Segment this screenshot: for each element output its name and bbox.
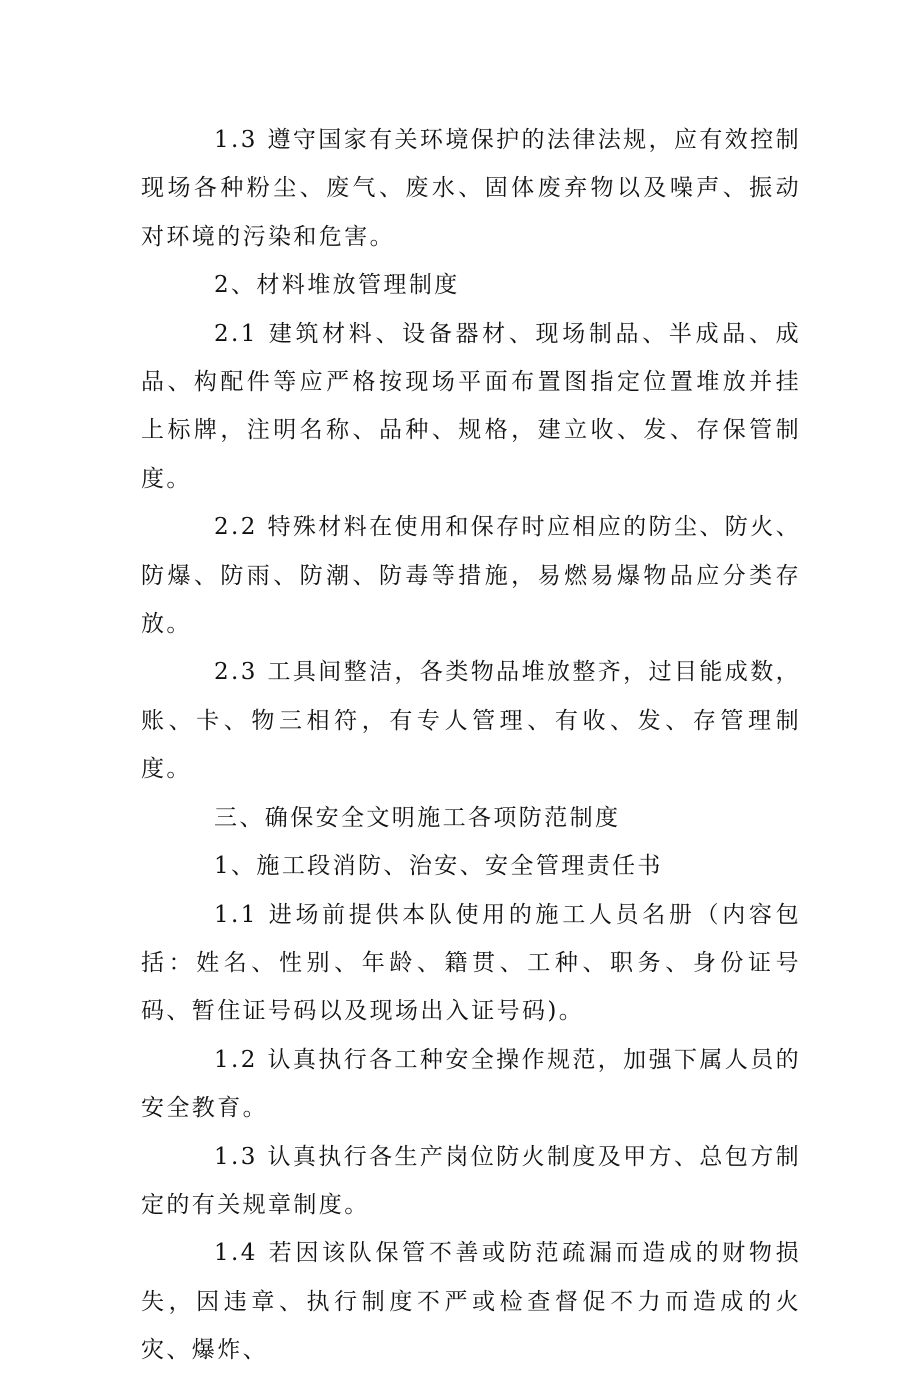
paragraph-1-3-environment: 1.3 遵守国家有关环境保护的法律法规，应有效控制现场各种粉尘、废气、废水、固体废弃物以及噪声、振动对环境的污染和危害。 [141, 127, 801, 250]
paragraph-2-3-tool-room: 2.3 工具间整洁，各类物品堆放整齐，过目能成数，账、卡、物三相符，有专人管理、有收、发、存管理制度。 [141, 659, 801, 783]
paragraph-2-1-materials: 2.1 建筑材料、设备器材、现场制品、半成品、成品、构配件等应严格按现场平面布置图指定位置堆放并挂上标牌，注明名称、品种、规格，建立收、发、存保管制度。 [141, 320, 801, 492]
heading-safety-prevention: 三、确保安全文明施工各项防范制度 [214, 804, 621, 831]
document-body [141, 116, 801, 1375]
heading-responsibility-letter: 1、施工段消防、治安、安全管理责任书 [214, 853, 663, 880]
paragraph-1-2-safety-rules: 1.2 认真执行各工种安全操作规范，加强下属人员的安全教育。 [141, 1046, 801, 1122]
heading-material-storage: 2、材料堆放管理制度 [214, 272, 460, 299]
paragraph-1-4-losses: 1.4 若因该队保管不善或防范疏漏而造成的财物损失，因违章、执行制度不严或检查督促不力而造成的火灾、爆炸、 [141, 1240, 801, 1364]
paragraph-1-1-roster: 1.1 进场前提供本队使用的施工人员名册（内容包括：姓名、性别、年龄、籍贯、工种、职务、身份证号码、暂住证号码以及现场出入证号码)。 [141, 901, 801, 1025]
paragraph-1-3-fire-rules: 1.3 认真执行各生产岗位防火制度及甲方、总包方制定的有关规章制度。 [141, 1143, 801, 1218]
paragraph-2-2-special-materials: 2.2 特殊材料在使用和保存时应相应的防尘、防火、防爆、防雨、防潮、防毒等措施，易燃易爆物品应分类存放。 [141, 514, 801, 638]
